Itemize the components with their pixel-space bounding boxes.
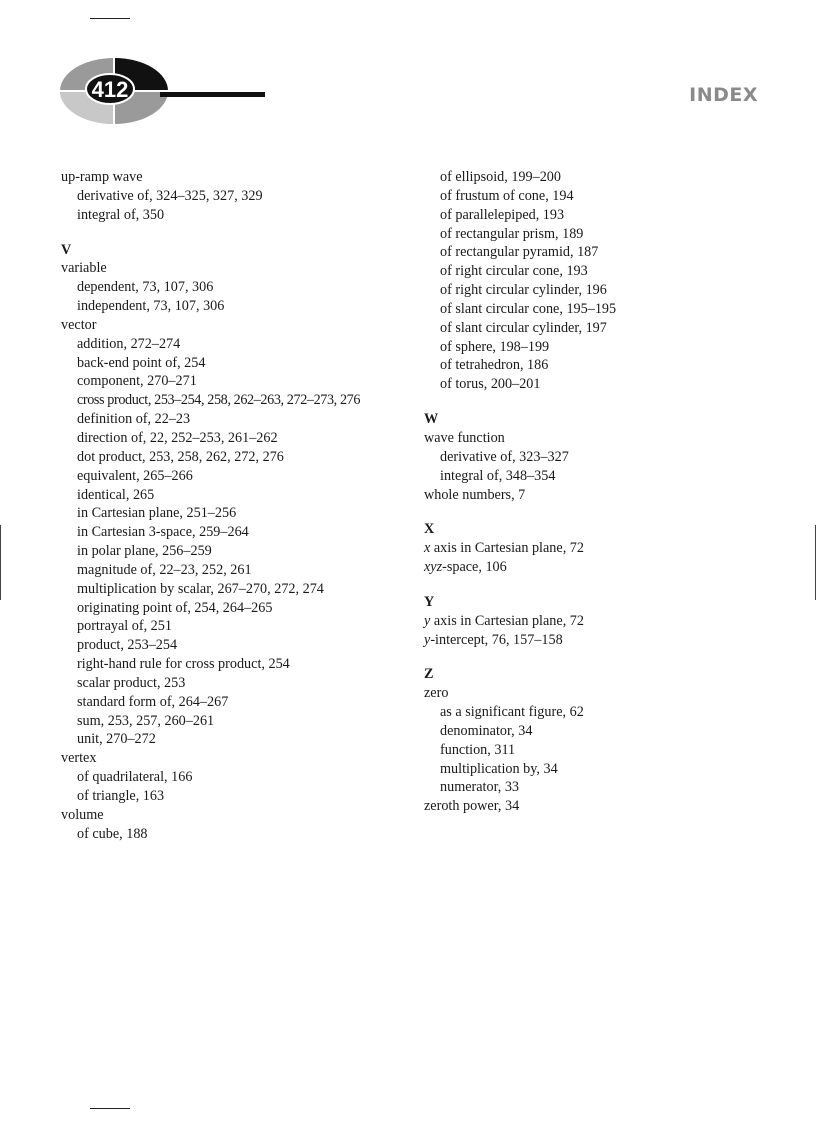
index-subentry: of right circular cylinder, 196 — [440, 282, 607, 299]
index-subentry: in Cartesian 3-space, 259–264 — [77, 524, 249, 541]
section-letter-y: Y — [424, 593, 435, 610]
math-variable: x — [424, 540, 431, 557]
index-subentry: in Cartesian plane, 251–256 — [77, 505, 237, 522]
index-subentry: dot product, 253, 258, 262, 272, 276 — [77, 448, 284, 465]
index-subentry: as a significant figure, 62 — [440, 704, 584, 721]
page-number: 412 — [91, 77, 129, 102]
crop-mark-bottom — [90, 1108, 130, 1109]
index-entry-zero: zero — [424, 685, 449, 702]
section-letter-x: X — [424, 521, 435, 538]
index-subentry: originating point of, 254, 264–265 — [77, 599, 273, 616]
index-subentry: of rectangular prism, 189 — [440, 225, 584, 242]
index-subentry: of triangle, 163 — [77, 788, 165, 804]
index-subentry: sum, 253, 257, 260–261 — [77, 712, 215, 729]
index-entry-volume: volume — [61, 806, 104, 823]
crop-mark-left — [0, 525, 1, 600]
index-subentry: integral of, 350 — [77, 206, 165, 223]
index-subentry: denominator, 34 — [440, 722, 533, 739]
index-subentry: of cube, 188 — [77, 825, 148, 842]
section-letter-z: Z — [424, 666, 434, 683]
index-subentry: identical, 265 — [77, 486, 155, 503]
math-variable: y — [424, 612, 431, 629]
math-variable: y — [424, 631, 431, 648]
index-entry-zeroth-power: zeroth power, 34 — [424, 798, 520, 815]
index-subentry: unit, 270–272 — [77, 731, 156, 748]
index-subentry: derivative of, 324–325, 327, 329 — [77, 187, 263, 204]
index-subentry: direction of, 22, 252–253, 261–262 — [77, 429, 278, 446]
crop-mark-top — [90, 18, 130, 19]
index-subentry: multiplication by, 34 — [440, 760, 558, 777]
index-subentry: cross product, 253–254, 258, 262–263, 272–273, 276 — [77, 392, 361, 409]
entry-text: -space, 106 — [442, 559, 507, 576]
index-entry-x-axis — [424, 539, 769, 558]
entry-text: axis in Cartesian plane, 72 — [430, 612, 584, 629]
index-subentry: product, 253–254 — [77, 637, 178, 654]
index-subentry: standard form of, 264–267 — [77, 693, 229, 710]
page-number-badge — [60, 56, 330, 126]
index-subentry: of frustum of cone, 194 — [440, 187, 574, 204]
index-column-right — [424, 168, 769, 816]
index-subentry: of sphere, 198–199 — [440, 338, 550, 355]
index-subentry: of right circular cone, 193 — [440, 263, 588, 280]
index-entry-y-axis — [424, 612, 769, 631]
index-subentry: in polar plane, 256–259 — [77, 543, 212, 560]
index-subentry: of tetrahedron, 186 — [440, 357, 549, 374]
badge-rule-icon — [160, 92, 265, 97]
index-subentry: independent, 73, 107, 306 — [77, 298, 225, 315]
math-variable: xyz — [424, 559, 443, 576]
section-letter-w: W — [424, 411, 439, 428]
index-subentry: scalar product, 253 — [77, 674, 186, 691]
index-subentry: magnitude of, 22–23, 252, 261 — [77, 561, 252, 578]
index-subentry: of slant circular cylinder, 197 — [440, 319, 607, 336]
index-subentry: equivalent, 265–266 — [77, 467, 193, 484]
index-subentry: derivative of, 323–327 — [440, 448, 569, 465]
index-entry-wave-function: wave function — [424, 429, 505, 446]
index-column-left — [61, 168, 406, 844]
index-subentry: component, 270–271 — [77, 373, 197, 390]
index-subentry: of ellipsoid, 199–200 — [440, 169, 561, 185]
index-subentry: numerator, 33 — [440, 779, 520, 796]
index-entry-up-ramp-wave: up-ramp wave — [61, 169, 143, 185]
index-subentry: of parallelepiped, 193 — [440, 206, 565, 223]
index-subentry: multiplication by scalar, 267–270, 272, 274 — [77, 580, 324, 597]
index-entry-vertex: vertex — [61, 750, 97, 767]
index-subentry: of rectangular pyramid, 187 — [440, 244, 599, 261]
index-entry-whole-numbers: whole numbers, 7 — [424, 486, 526, 503]
entry-text: -intercept, 76, 157–158 — [430, 631, 563, 648]
index-subentry: dependent, 73, 107, 306 — [77, 279, 214, 296]
index-entry-vector: vector — [61, 316, 97, 333]
index-subentry: of quadrilateral, 166 — [77, 769, 193, 786]
index-subentry: addition, 272–274 — [77, 335, 181, 352]
index-subentry: function, 311 — [440, 741, 516, 758]
index-entry-xyz-space — [424, 558, 769, 577]
section-letter-v: V — [61, 241, 72, 258]
running-head: INDEX — [689, 84, 758, 106]
index-subentry: back-end point of, 254 — [77, 354, 206, 371]
entry-text: axis in Cartesian plane, 72 — [430, 540, 584, 557]
index-subentry: portrayal of, 251 — [77, 618, 172, 635]
index-entry-y-intercept — [424, 631, 769, 650]
index-subentry: of slant circular cone, 195–195 — [440, 300, 617, 317]
index-subentry: integral of, 348–354 — [440, 467, 556, 484]
index-subentry: of torus, 200–201 — [440, 376, 541, 393]
index-entry-variable: variable — [61, 260, 107, 277]
index-subentry: right-hand rule for cross product, 254 — [77, 656, 290, 673]
index-subentry: definition of, 22–23 — [77, 411, 191, 428]
